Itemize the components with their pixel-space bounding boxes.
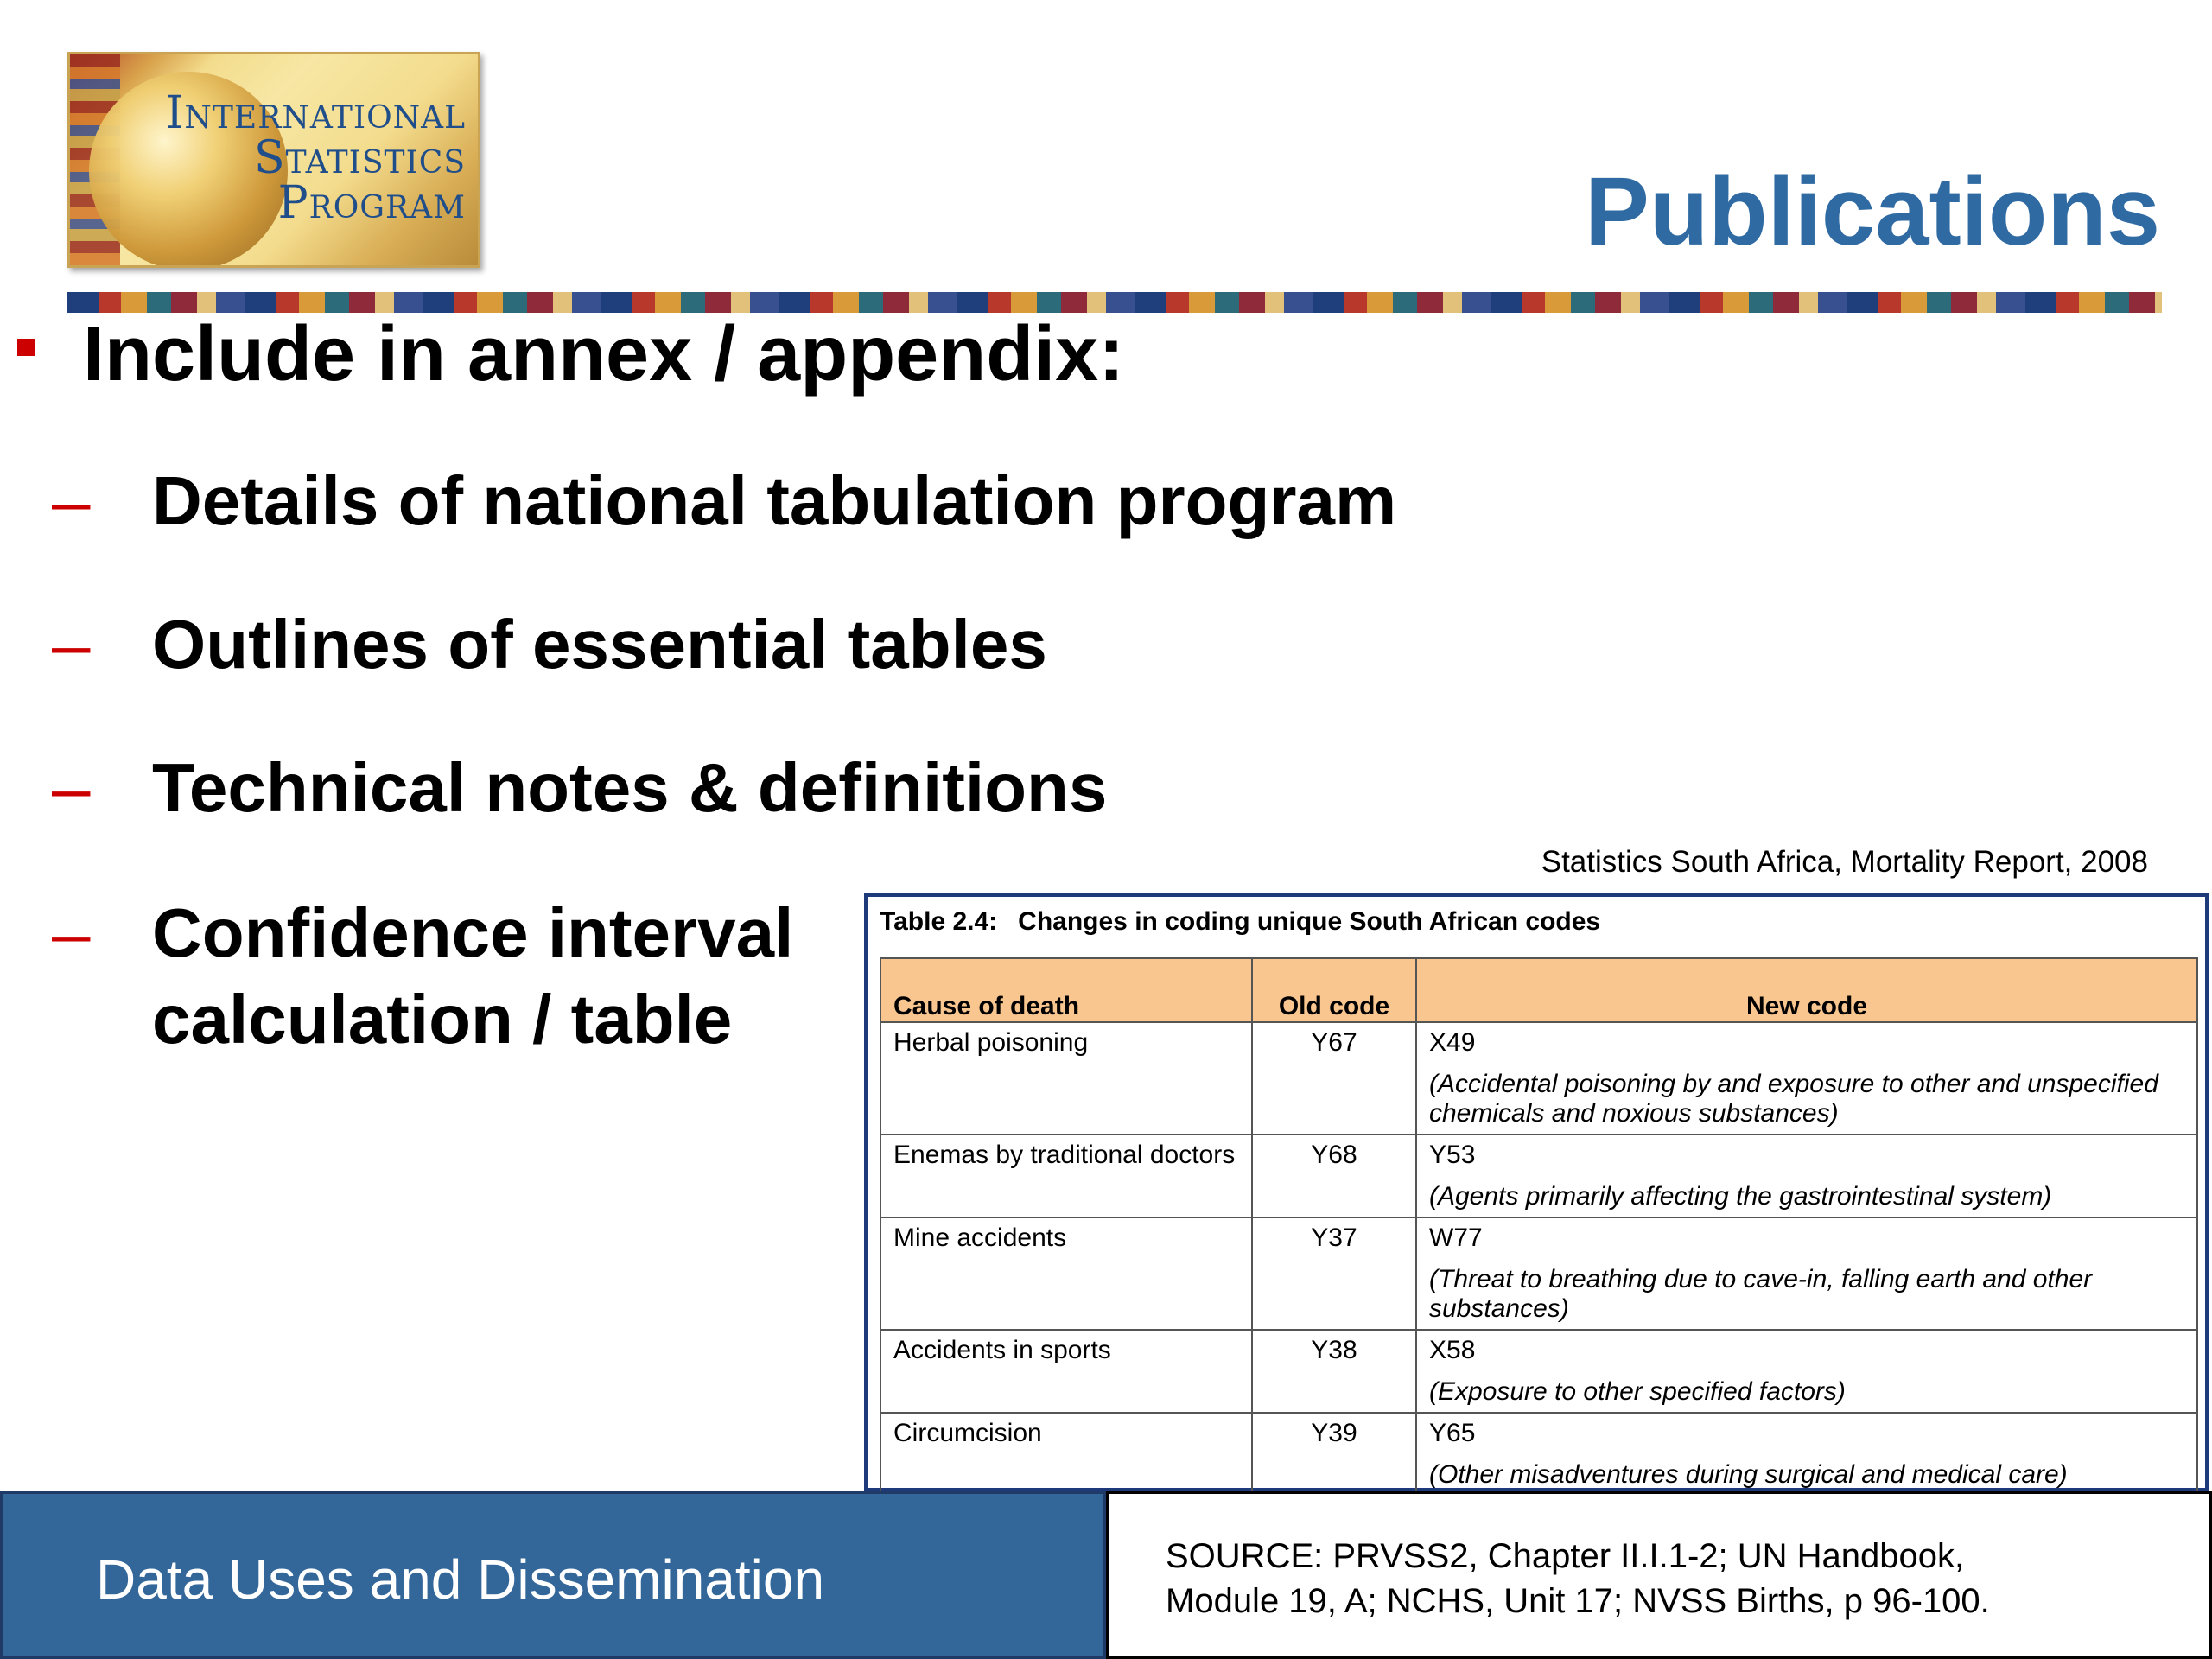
sub-bullet-text: Outlines of essential tables bbox=[152, 606, 1047, 683]
logo-line-1: International bbox=[165, 87, 466, 139]
dash-icon: – bbox=[52, 606, 91, 683]
cause-cell: Enemas by traditional doctors bbox=[880, 1135, 1252, 1217]
cause-cell: Mine accidents bbox=[880, 1217, 1252, 1330]
footer-source-line-2: Module 19, A; NCHS, Unit 17; NVSS Births, p 96-100. bbox=[1166, 1582, 1990, 1620]
table-row bbox=[880, 1022, 2197, 1135]
table-header-row bbox=[880, 958, 2197, 1022]
footer-source-line-1: SOURCE: PRVSS2, Chapter II.I.1-2; UN Handbook, bbox=[1166, 1537, 1965, 1575]
old-code-cell: Y37 bbox=[1252, 1217, 1416, 1330]
table-caption-number: Table 2.4: bbox=[880, 907, 998, 936]
table-row bbox=[880, 1413, 2197, 1496]
coding-table-panel bbox=[864, 893, 2209, 1491]
new-code-description: (Other misadventures during surgical and medical care) bbox=[1429, 1460, 2068, 1489]
new-code-cell bbox=[1416, 1022, 2197, 1135]
old-code-cell: Y68 bbox=[1252, 1135, 1416, 1217]
header-old-code: Old code bbox=[1252, 958, 1416, 1022]
dash-icon: – bbox=[52, 462, 91, 539]
table-row bbox=[880, 1135, 2197, 1217]
cause-cell: Circumcision bbox=[880, 1413, 1252, 1496]
new-code-description: (Agents primarily affecting the gastrointestinal system) bbox=[1429, 1182, 2052, 1211]
footer-section-label: Data Uses and Dissemination bbox=[96, 1548, 825, 1611]
header-new-code: New code bbox=[1416, 958, 2197, 1022]
old-code-cell: Y39 bbox=[1252, 1413, 1416, 1496]
header-cause-of-death: Cause of death bbox=[880, 958, 1252, 1022]
new-code-cell bbox=[1416, 1413, 2197, 1496]
new-code: W77 bbox=[1429, 1224, 1483, 1252]
table-caption-text: Changes in coding unique South African codes bbox=[1018, 907, 1601, 936]
sub-bullet-text-line-2: calculation / table bbox=[152, 981, 733, 1058]
cause-cell: Herbal poisoning bbox=[880, 1022, 1252, 1135]
sub-bullet-text: Details of national tabulation program bbox=[152, 462, 1397, 539]
sub-bullet-text: Technical notes & definitions bbox=[152, 749, 1108, 826]
footer-source-text bbox=[1166, 1534, 1990, 1624]
old-code-cell: Y38 bbox=[1252, 1330, 1416, 1413]
new-code-cell bbox=[1416, 1135, 2197, 1217]
footer-source-box bbox=[1106, 1491, 2212, 1659]
international-statistics-program-logo bbox=[67, 52, 480, 268]
old-code-cell: Y67 bbox=[1252, 1022, 1416, 1135]
new-code: Y65 bbox=[1429, 1419, 1476, 1447]
logo-line-2: Statistics bbox=[253, 132, 466, 184]
new-code-cell bbox=[1416, 1217, 2197, 1330]
logo-text bbox=[165, 87, 466, 229]
logo-line-3: Program bbox=[277, 177, 466, 229]
new-code: Y53 bbox=[1429, 1141, 1476, 1169]
table-row bbox=[880, 1330, 2197, 1413]
new-code: X49 bbox=[1429, 1028, 1476, 1057]
new-code: X58 bbox=[1429, 1336, 1476, 1364]
cause-cell: Accidents in sports bbox=[880, 1330, 1252, 1413]
main-bullet-text: Include in annex / appendix: bbox=[83, 311, 1125, 397]
dash-icon: – bbox=[52, 894, 91, 971]
coding-table bbox=[880, 957, 2198, 1497]
new-code-description: (Threat to breathing due to cave-in, falling earth and other substances) bbox=[1429, 1265, 2093, 1323]
table-source-caption: Statistics South Africa, Mortality Report, 2008 bbox=[1541, 845, 2148, 879]
new-code-description: (Exposure to other specified factors) bbox=[1429, 1377, 1846, 1406]
sub-bullet-text-line-1: Confidence interval bbox=[152, 894, 794, 971]
dash-icon: – bbox=[52, 749, 91, 826]
decorative-band bbox=[67, 292, 2162, 313]
bullet-square-icon bbox=[17, 339, 35, 356]
table-row bbox=[880, 1217, 2197, 1330]
footer-section-banner bbox=[0, 1491, 1106, 1659]
table-caption bbox=[880, 907, 1600, 937]
new-code-description: (Accidental poisoning by and exposure to other and unspecified chemicals and noxious substances) bbox=[1429, 1070, 2158, 1128]
page-title: Publications bbox=[1585, 157, 2160, 265]
new-code-cell bbox=[1416, 1330, 2197, 1413]
